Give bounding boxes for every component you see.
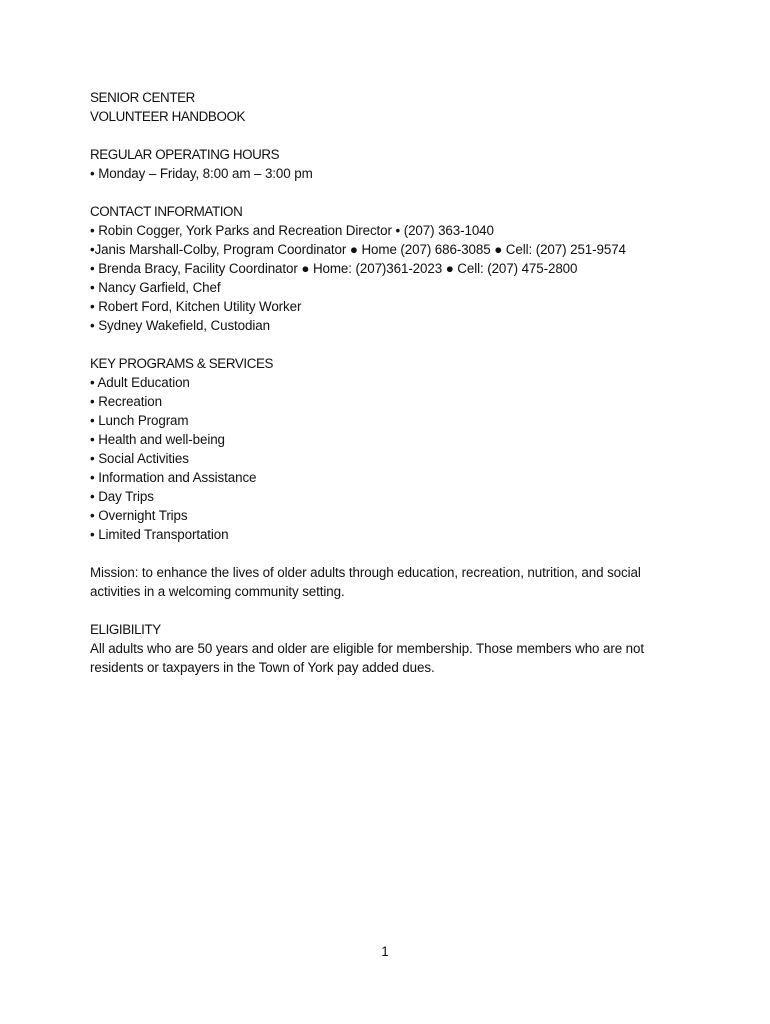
program-item: • Recreation — [90, 394, 162, 409]
program-item: • Lunch Program — [90, 413, 189, 428]
programs-heading: KEY PROGRAMS & SERVICES — [90, 356, 274, 371]
document-title-line-2: VOLUNTEER HANDBOOK — [90, 109, 246, 124]
eligibility-text: All adults who are 50 years and older are eligible for membership. Those members who are not residents or taxpayers in the Town of York pay added dues. — [90, 641, 644, 675]
contact-item-robert-ford: • Robert Ford, Kitchen Utility Worker — [90, 299, 302, 314]
eligibility-section — [90, 620, 690, 677]
document-title-line-1: SENIOR CENTER — [90, 90, 195, 105]
spacer — [90, 126, 690, 145]
eligibility-heading: ELIGIBILITY — [90, 622, 161, 637]
program-item: • Day Trips — [90, 489, 154, 504]
programs-list — [90, 373, 690, 544]
program-item: • Health and well-being — [90, 432, 225, 447]
spacer — [90, 601, 690, 620]
contact-item-janis-marshall-colby: •Janis Marshall-Colby, Program Coordinator ● Home (207) 686-3085 ● Cell: (207) 251-9574 — [90, 242, 626, 257]
mission-statement: Mission: to enhance the lives of older adults through education, recreation, nutrition, and social activities in a welcoming community setting. — [90, 565, 641, 599]
spacer — [90, 335, 690, 354]
program-item: • Limited Transportation — [90, 527, 229, 542]
program-item: • Social Activities — [90, 451, 189, 466]
program-item: • Information and Assistance — [90, 470, 257, 485]
operating-hours-heading: REGULAR OPERATING HOURS — [90, 147, 280, 162]
program-item: • Adult Education — [90, 375, 190, 390]
operating-hours-item: • Monday – Friday, 8:00 am – 3:00 pm — [90, 166, 313, 181]
program-item: • Overnight Trips — [90, 508, 188, 523]
contact-information-heading: CONTACT INFORMATION — [90, 204, 243, 219]
programs-section — [90, 354, 690, 544]
spacer — [90, 544, 690, 563]
page-content — [90, 88, 690, 677]
contact-list — [90, 221, 690, 335]
spacer — [90, 183, 690, 202]
contact-item-robin-cogger: • Robin Cogger, York Parks and Recreation Director • (207) 363-1040 — [90, 223, 494, 238]
operating-hours-section — [90, 145, 690, 183]
contact-item-sydney-wakefield: • Sydney Wakefield, Custodian — [90, 318, 270, 333]
contact-item-brenda-bracy: • Brenda Bracy, Facility Coordinator ● Home: (207)361-2023 ● Cell: (207) 475-2800 — [90, 261, 578, 276]
contact-information-section — [90, 202, 690, 335]
operating-hours-list — [90, 164, 690, 183]
contact-item-nancy-garfield: • Nancy Garfield, Chef — [90, 280, 221, 295]
page-number: 1 — [381, 944, 389, 959]
